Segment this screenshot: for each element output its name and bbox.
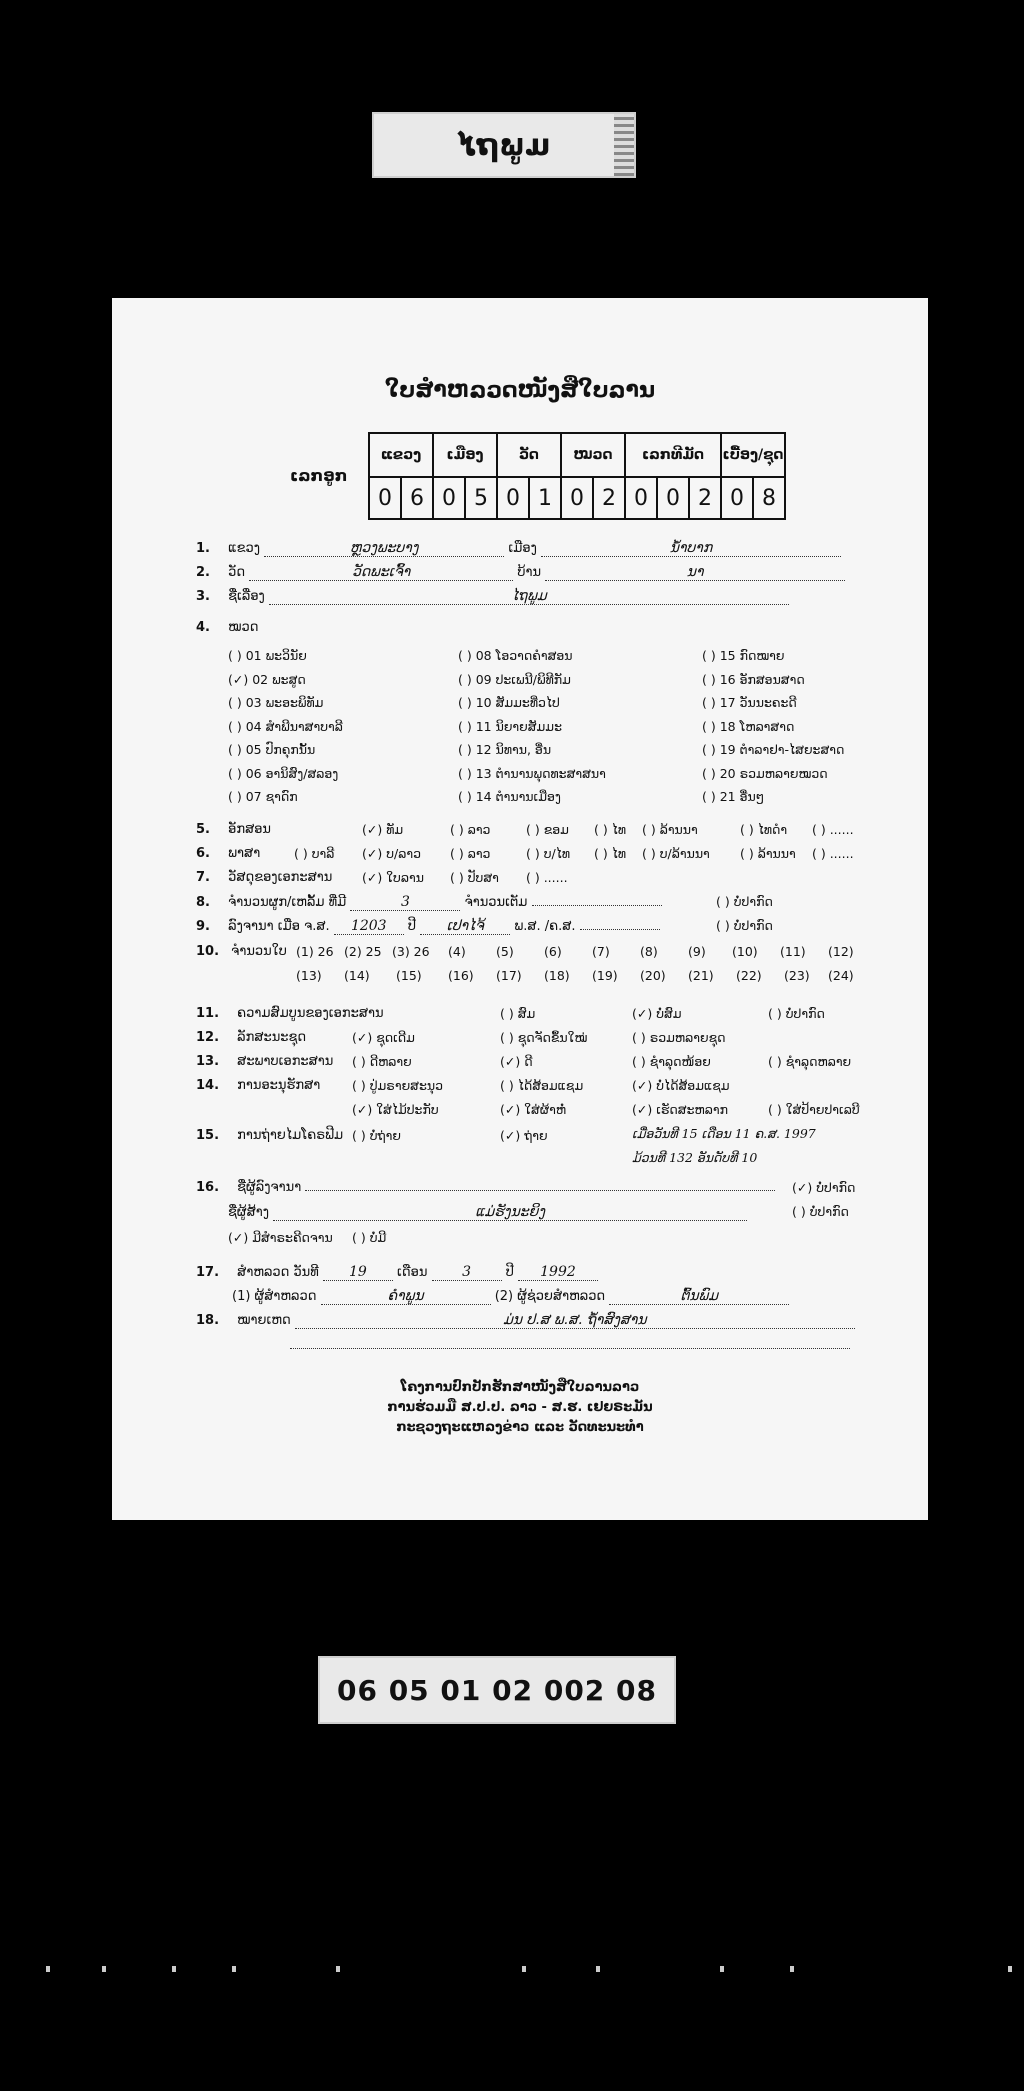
preservation-option[interactable]: (✓) ເຮັດສະຫລາກ	[632, 1102, 728, 1117]
bundle-count-value: 3	[350, 894, 460, 911]
footer-project-name: ໂຄງການປົກປັກຮັກສາໜັງສືໃບລານລາວ	[400, 1380, 640, 1395]
language-label: ພາສາ	[228, 846, 261, 861]
code-header-bundle-number: ເລກທີມັດ	[625, 433, 721, 477]
microfilm-option[interactable]: ( ) ບໍ່ຖ່າຍ	[352, 1128, 401, 1143]
category-option[interactable]: ( ) 05 ປົກຄຸກນັ້ນ	[228, 742, 316, 757]
remarks-value: ມ່ນ ປ.ສ ພ.ສ. ຖ້ຳສົງສານ	[295, 1312, 855, 1329]
code-digit: 0	[721, 477, 753, 519]
language-option[interactable]: ( ) ບ/ລ້ານນາ	[642, 846, 710, 861]
microfilm-label: ການຖ່າຍໄມໂຄຣຟີມ	[237, 1128, 344, 1143]
category-option[interactable]: (✓) 02 ພະສູດ	[228, 671, 306, 687]
full-count-label: ຈຳນວນເຕັມ	[464, 895, 528, 910]
form-footer	[112, 1378, 928, 1438]
material-label: ວັສດຸຂອງເອກະສານ	[228, 870, 333, 885]
code-header-district: ເມືອງ	[433, 433, 497, 477]
film-mark	[720, 1966, 724, 1972]
colophon-option[interactable]: (✓) ມີສຳຣະຄີດຈານ	[228, 1230, 333, 1245]
written-date-label: ລົງຈານາ ເມື່ອ ຈ.ສ.	[228, 919, 330, 934]
surveyor-label: (1) ຜູ້ສຳຫລວດ	[232, 1289, 317, 1304]
leaf-count-label: ຈຳນວນໃບ	[231, 944, 287, 959]
script-option[interactable]: ( ) ......	[812, 822, 854, 837]
row-number: 2.	[196, 565, 210, 580]
row-leaf-count	[196, 944, 287, 959]
row-scribe	[196, 1180, 775, 1195]
code-header-row	[369, 433, 785, 477]
language-option[interactable]: ( ) ບ/ໄທ	[526, 846, 571, 861]
preservation-option[interactable]: (✓) ໃສ່ໄມ້ປະກັບ	[352, 1102, 439, 1117]
leaf-count-cell: (13)	[296, 968, 322, 983]
surveyor-value: ຄຳພູນ	[321, 1288, 491, 1305]
film-mark	[1008, 1966, 1012, 1972]
film-mark	[596, 1966, 600, 1972]
top-label-card	[372, 112, 636, 178]
row-condition	[196, 1054, 333, 1069]
script-option[interactable]: (✓) ທັມ	[362, 822, 404, 837]
row-category-heading	[196, 620, 258, 635]
row-remarks	[196, 1312, 855, 1329]
category-option[interactable]: ( ) 18 ໂຫລາສາດ	[702, 718, 795, 734]
code-table	[368, 432, 786, 520]
year-name-value: ເປາໄຈ້	[420, 918, 510, 935]
preservation-option[interactable]: (✓) ໃສ່ຜ້າຫໍ່	[500, 1102, 567, 1117]
row-completeness	[196, 1006, 384, 1021]
preservation-option[interactable]: (✓) ບໍ່ໄດ້ສ້ອມແຊມ	[632, 1078, 730, 1093]
row-preservation	[196, 1078, 320, 1093]
district-label: ເມືອງ	[508, 541, 537, 556]
film-mark	[172, 1966, 176, 1972]
condition-option[interactable]: ( ) ຊຳລຸດຫລາຍ	[768, 1054, 852, 1069]
set-type-option[interactable]: ( ) ຊຸດຈັດຂຶ້ນໃໝ່	[500, 1030, 588, 1045]
film-mark	[522, 1966, 526, 1972]
row-temple	[196, 564, 845, 581]
code-digit: 0	[433, 477, 465, 519]
row-number: 12.	[196, 1030, 220, 1045]
leaf-count-cell: (17)	[496, 968, 522, 983]
survey-year-value: 1992	[518, 1264, 598, 1281]
province-label: ແຂວງ	[228, 541, 261, 556]
condition-option[interactable]: ( ) ດີຫລາຍ	[352, 1054, 412, 1069]
leaf-count-cell: (9)	[688, 944, 706, 959]
footer-ministry: ກະຊວງຖະແຫລງຂ່າວ ແລະ ວັດທະນະທຳ	[396, 1420, 644, 1435]
leaf-count-cell: (16)	[448, 968, 474, 983]
category-column-1	[228, 644, 343, 809]
scribe-not-shown-option[interactable]: (✓) ບໍ່ປາກົດ	[792, 1180, 856, 1195]
temple-value: ວັດພະເຈົ້າ	[249, 564, 513, 581]
code-header-temple: ວັດ	[497, 433, 561, 477]
province-value: ຫຼວງພະບາງ	[264, 540, 504, 557]
form-title: ໃບສຳຫລວດໜັງສືໃບລານ	[384, 378, 656, 403]
no-colophon-option[interactable]: ( ) ບໍ່ມີ	[352, 1230, 387, 1245]
leaf-count-cell: (3) 26	[392, 944, 430, 959]
code-header-set: ເບື້ອງ/ຊຸດ	[721, 433, 785, 477]
material-option[interactable]: (✓) ໃບລານ	[362, 870, 424, 885]
sponsor-label: ຊື່ຜູ້ສ້າງ	[228, 1205, 269, 1220]
script-label: ອັກສອນ	[228, 822, 271, 837]
set-type-option[interactable]: ( ) ຣວມຫລາຍຊຸດ	[632, 1030, 726, 1045]
title-label: ຊື່ເລື່ອງ	[228, 589, 265, 604]
category-option[interactable]: ( ) 06 ອານິສົງ/ສລອງ	[228, 765, 339, 781]
row-number: 17.	[196, 1265, 220, 1280]
footer-cooperation: ການຮ່ວມມື ສ.ປ.ປ. ລາວ - ສ.ຮ. ເຢຍຣະມັນ	[387, 1400, 653, 1415]
sponsor-value: ແມ່ຮັງນະຍິງ	[273, 1204, 747, 1221]
language-option[interactable]: (✓) ບ/ລາວ	[362, 846, 421, 861]
category-label: ໝວດ	[228, 620, 259, 635]
row-number: 16.	[196, 1180, 220, 1195]
category-column-3	[702, 644, 844, 809]
code-digit: 6	[401, 477, 433, 519]
completeness-label: ຄວາມສົມບູນຂອງເອກະສານ	[237, 1006, 384, 1021]
assistant-surveyor-label: (2) ຜູ້ຊ່ວຍສຳຫລວດ	[494, 1289, 606, 1304]
survey-year-label: ປີ	[505, 1265, 514, 1280]
not-shown-option[interactable]: ( ) ບໍ່ປາກົດ	[716, 894, 773, 909]
survey-month-label: ເດືອນ	[397, 1265, 428, 1280]
leaf-count-cell: (12)	[828, 944, 854, 959]
sponsor-not-shown-option[interactable]: ( ) ບໍ່ປາກົດ	[792, 1204, 849, 1219]
film-mark	[790, 1966, 794, 1972]
category-option[interactable]: ( ) 19 ຕຳລາຢາ-ໄສຍະສາດ	[702, 742, 845, 757]
category-option[interactable]: ( ) 16 ອັກສອນສາດ	[702, 671, 805, 687]
row-number: 15.	[196, 1128, 220, 1143]
leaf-count-cell: (1) 26	[296, 944, 334, 959]
row-written-date	[196, 918, 660, 935]
script-option[interactable]: ( ) ໄທ	[594, 822, 627, 837]
bottom-code-label	[318, 1656, 676, 1724]
village-label: ບ້ານ	[517, 565, 542, 580]
microfilm-date: ເມື່ອວັນທີ 15 ເດືອນ 11 ຄ.ສ. 1997	[632, 1126, 816, 1141]
condition-label: ສະພາບເອກະສານ	[237, 1054, 334, 1069]
category-option[interactable]: ( ) 11 ນິຍາຍສັມມະ	[458, 718, 562, 734]
code-header-province: ແຂວງ	[369, 433, 433, 477]
film-edge-marks	[0, 1966, 1024, 1978]
category-option[interactable]: ( ) 21 ອື່ນໆ	[702, 789, 765, 804]
code-header-category: ໝວດ	[561, 433, 625, 477]
reference-number-label: ເລກອູກ	[290, 466, 348, 485]
row-number: 11.	[196, 1006, 220, 1021]
survey-month-value: 3	[432, 1264, 502, 1281]
row-number: 6.	[196, 846, 210, 861]
script-option[interactable]: ( ) ຂອມ	[526, 822, 569, 837]
remarks-label: ໝາຍເຫດ	[237, 1313, 291, 1328]
code-digit: 8	[753, 477, 785, 519]
not-shown-option[interactable]: ( ) ບໍ່ປາກົດ	[716, 918, 773, 933]
category-option[interactable]: ( ) 20 ຣວມຫລາຍໝວດ	[702, 765, 828, 781]
year-label: ປີ	[407, 919, 417, 934]
code-digit: 0	[497, 477, 529, 519]
row-number: 10.	[196, 944, 220, 959]
language-option[interactable]: ( ) ລ້ານນາ	[740, 846, 796, 861]
row-script	[196, 822, 348, 837]
leaf-count-cell: (4)	[448, 944, 466, 959]
preservation-label: ການອະນຸຮັກສາ	[237, 1078, 321, 1093]
leaf-count-cell: (6)	[544, 944, 562, 959]
scribe-label: ຊື່ຜູ້ລົງຈານາ	[237, 1180, 302, 1195]
leaf-count-cell: (18)	[544, 968, 570, 983]
category-option[interactable]: ( ) 10 ສັມມະທີ່ວໄປ	[458, 695, 560, 710]
leaf-count-cell: (5)	[496, 944, 514, 959]
category-option[interactable]: ( ) 09 ປະເພນີ/ພິທີກັມ	[458, 671, 571, 687]
code-digit: 0	[369, 477, 401, 519]
category-option[interactable]: ( ) 13 ຕຳນານພຸດທະສາສນາ	[458, 765, 606, 781]
leaf-count-cell: (8)	[640, 944, 658, 959]
leaf-count-cell: (14)	[344, 968, 370, 983]
cs-year-value: 1203	[334, 918, 404, 935]
leaf-count-cell: (2) 25	[344, 944, 382, 959]
category-option[interactable]: ( ) 03 ພະອະພິທັມ	[228, 695, 324, 710]
row-number: 18.	[196, 1313, 220, 1328]
district-value: ນ້ຳບາກ	[541, 540, 841, 557]
row-number: 4.	[196, 620, 210, 635]
condition-option[interactable]: ( ) ຊຳລຸດໜ້ອຍ	[632, 1054, 711, 1069]
script-option[interactable]: ( ) ລ້ານນາ	[642, 822, 698, 837]
assistant-surveyor-value: ຕົ້ນພົມ	[609, 1288, 789, 1305]
language-option[interactable]: ( ) ໄທ	[594, 846, 627, 861]
code-digit: 1	[529, 477, 561, 519]
code-digit: 5	[465, 477, 497, 519]
film-mark	[232, 1966, 236, 1972]
language-option[interactable]: ( ) ລາວ	[450, 846, 491, 861]
leaf-count-cell: (10)	[732, 944, 758, 959]
film-mark	[102, 1966, 106, 1972]
row-bundle-count	[196, 894, 662, 911]
survey-day-value: 19	[323, 1264, 393, 1281]
survey-form-sheet	[112, 298, 928, 1520]
bottom-code-text: 06 05 01 02 002 08	[336, 1673, 657, 1707]
title-value: ໄຖພູມ	[269, 588, 789, 605]
row-province	[196, 540, 841, 557]
bundle-count-label: ຈຳນວນຜູກ/ເຫລັ້ມ ທີ່ມີ	[228, 895, 347, 910]
set-type-option[interactable]: (✓) ຊຸດເດີມ	[352, 1030, 415, 1045]
top-label-text: ໄຖພູມ	[457, 127, 551, 163]
leaf-count-cell: (7)	[592, 944, 610, 959]
village-value: ນາ	[545, 564, 845, 581]
row-number: 1.	[196, 541, 210, 556]
code-digit: 0	[657, 477, 689, 519]
row-number: 14.	[196, 1078, 220, 1093]
leaf-count-cell: (20)	[640, 968, 666, 983]
microfilm-option[interactable]: (✓) ຖ່າຍ	[500, 1128, 548, 1143]
language-option[interactable]: ( ) ......	[812, 846, 854, 861]
row-number: 8.	[196, 895, 210, 910]
film-mark	[46, 1966, 50, 1972]
code-digit-row	[369, 477, 785, 519]
row-surveyors	[232, 1288, 789, 1305]
category-option[interactable]: ( ) 17 ວັນນະຄະດີ	[702, 695, 797, 710]
category-column-2	[458, 644, 606, 809]
leaf-count-cell: (21)	[688, 968, 714, 983]
script-option[interactable]: ( ) ລາວ	[450, 822, 491, 837]
category-option[interactable]: ( ) 04 ສຳພີນາສາບາລີ	[228, 718, 343, 734]
leaf-count-cell: (19)	[592, 968, 618, 983]
row-number: 7.	[196, 870, 210, 885]
leaf-count-cell: (15)	[396, 968, 422, 983]
leaf-count-cell: (11)	[780, 944, 806, 959]
row-survey-date	[196, 1264, 598, 1281]
row-material	[196, 870, 332, 885]
be-ad-label: ພ.ສ. /ຄ.ສ.	[514, 919, 576, 934]
row-number: 13.	[196, 1054, 220, 1069]
preservation-option[interactable]: ( ) ໄດ້ສ້ອມແຊມ	[500, 1078, 584, 1093]
tape-strip	[614, 114, 634, 176]
row-sponsor	[228, 1204, 747, 1221]
completeness-option[interactable]: (✓) ບໍ່ສົມ	[632, 1006, 682, 1021]
category-option[interactable]: ( ) 15 ກົດໝາຍ	[702, 648, 785, 663]
category-option[interactable]: ( ) 14 ຕຳນານເມືອງ	[458, 789, 561, 804]
material-option[interactable]: ( ) ......	[526, 870, 568, 885]
category-option[interactable]: ( ) 12 ນິທານ, ອື່ນ	[458, 742, 552, 757]
row-microfilm	[196, 1128, 343, 1143]
category-option[interactable]: ( ) 01 ພະວິນັຍ	[228, 648, 307, 663]
completeness-option[interactable]: ( ) ບໍ່ປາກົດ	[768, 1006, 825, 1021]
row-title	[196, 588, 789, 605]
set-type-label: ລັກສະນະຊຸດ	[237, 1030, 307, 1045]
completeness-option[interactable]: ( ) ສົມ	[500, 1006, 536, 1021]
film-mark	[336, 1966, 340, 1972]
material-option[interactable]: ( ) ປັບສາ	[450, 870, 499, 885]
category-option[interactable]: ( ) 07 ຊາດົກ	[228, 789, 298, 804]
leaf-count-cell: (24)	[828, 968, 854, 983]
code-digit: 0	[561, 477, 593, 519]
preservation-option[interactable]: ( ) ປູ່ມຣາຍສະນຸວ	[352, 1078, 443, 1093]
category-option[interactable]: ( ) 08 ໂອວາດຄຳສອນ	[458, 648, 573, 663]
code-digit: 2	[593, 477, 625, 519]
row-language	[196, 846, 260, 861]
row-number: 3.	[196, 589, 210, 604]
row-number: 5.	[196, 822, 210, 837]
condition-option[interactable]: (✓) ດີ	[500, 1054, 533, 1069]
language-option[interactable]: ( ) ບາລີ	[294, 846, 335, 861]
row-number: 9.	[196, 919, 210, 934]
survey-date-label: ສຳຫລວດ ວັນທີ	[237, 1265, 319, 1280]
code-digit: 2	[689, 477, 721, 519]
leaf-count-cell: (22)	[736, 968, 762, 983]
temple-label: ວັດ	[228, 565, 246, 580]
remarks-extra-line	[290, 1348, 850, 1349]
leaf-count-cell: (23)	[784, 968, 810, 983]
row-set-type	[196, 1030, 306, 1045]
code-digit: 0	[625, 477, 657, 519]
script-option[interactable]: ( ) ໄທດຳ	[740, 822, 788, 837]
microfilm-roll: ມ້ວນທີ 132 ອັນດັບທີ 10	[632, 1150, 758, 1165]
preservation-option[interactable]: ( ) ໃສ່ປ້າຍປາເລບີ	[768, 1102, 860, 1117]
